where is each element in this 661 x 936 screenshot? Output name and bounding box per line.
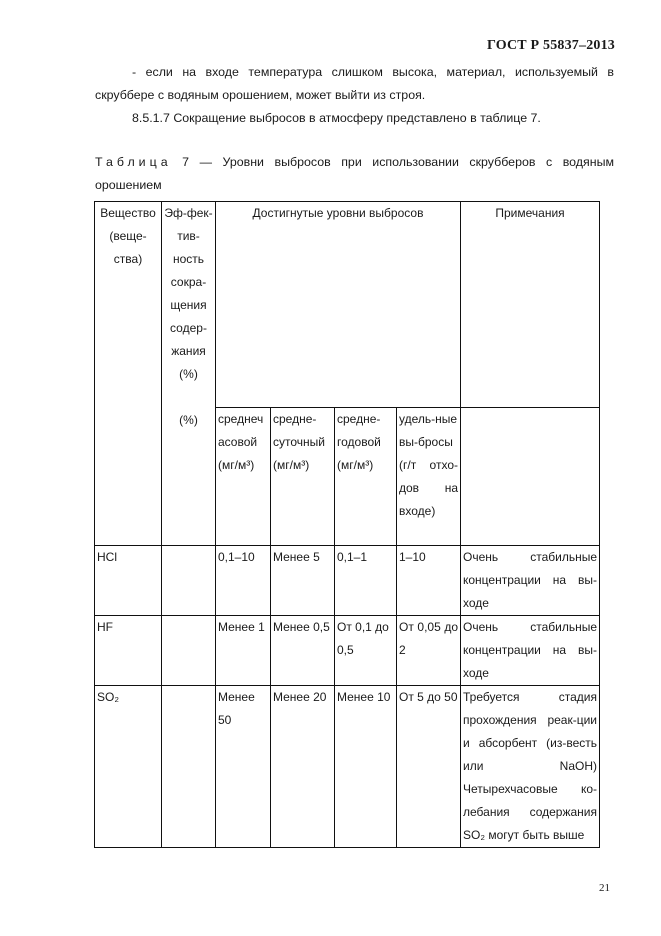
table-row [95,616,600,686]
page-number: 21 [599,882,610,894]
document-header: ГОСТ Р 55837–2013 [486,38,615,53]
table-header-row [95,202,600,408]
cell-substance: HF [95,616,162,686]
cell-notes: Очень стабильные концентрации на вы-ходе [461,616,600,686]
cell-substance: HCl [95,546,162,616]
cell-daily: Менее 20 [271,686,335,848]
header-efficiency-unit: (%) [179,413,198,427]
cell-efficiency [162,686,216,848]
cell-yearly: Менее 10 [335,686,397,848]
cell-efficiency [162,546,216,616]
paragraph-temperature-warning: - если на входе температура слишком высока, материал, используемый в скруббере с водяным орошением, может выйти из строя. [95,65,614,102]
cell-efficiency [162,616,216,686]
table-caption-label: Таблица [95,155,172,169]
header-yearly-average: средне-годовой (мг/м³) [335,408,397,546]
header-efficiency-label: Эф-фек-тив-ность сокра-щения содер-жания (%) [164,206,213,381]
cell-daily: Менее 5 [271,546,335,616]
header-specific-emissions: удель-ные вы-бросы (г/т отхо-дов на входе) [397,408,461,546]
header-efficiency [162,202,216,546]
cell-specific: От 0,05 до 2 [397,616,461,686]
cell-daily: Менее 0,5 [271,616,335,686]
cell-specific: 1–10 [397,546,461,616]
header-notes: Примечания [461,202,600,408]
cell-yearly: 0,1–1 [335,546,397,616]
cell-yearly: От 0,1 до 0,5 [335,616,397,686]
emissions-table [94,201,600,848]
cell-notes: Требуется стадия прохождения реак-ции и абсорбент (из-весть или NaOH) Четырехчасовые ко-лебания содержания SO₂ могут быть выше [461,686,600,848]
header-notes-blank [461,408,600,546]
table-caption-text: 7 — Уровни выбросов при использовании скрубберов с водяным орошением [95,155,614,192]
header-emission-levels: Достигнутые уровни выбросов [216,202,461,408]
header-half-hour-average: среднеч асовой (мг/м³) [216,408,271,546]
table-caption [95,151,614,197]
table-row [95,546,600,616]
cell-half-hour: 0,1–10 [216,546,271,616]
header-substance: Вещество (веще-ства) [95,202,162,546]
cell-half-hour: Менее 1 [216,616,271,686]
cell-notes: Очень стабильные концентрации на вы-ходе [461,546,600,616]
cell-half-hour: Менее 50 [216,686,271,848]
cell-substance: SO₂ [95,686,162,848]
paragraph-table-reference: 8.5.1.7 Сокращение выбросов в атмосферу представлено в таблице 7. [132,111,541,125]
header-daily-average: средне-суточный (мг/м³) [271,408,335,546]
cell-specific: От 5 до 50 [397,686,461,848]
table-row [95,686,600,848]
